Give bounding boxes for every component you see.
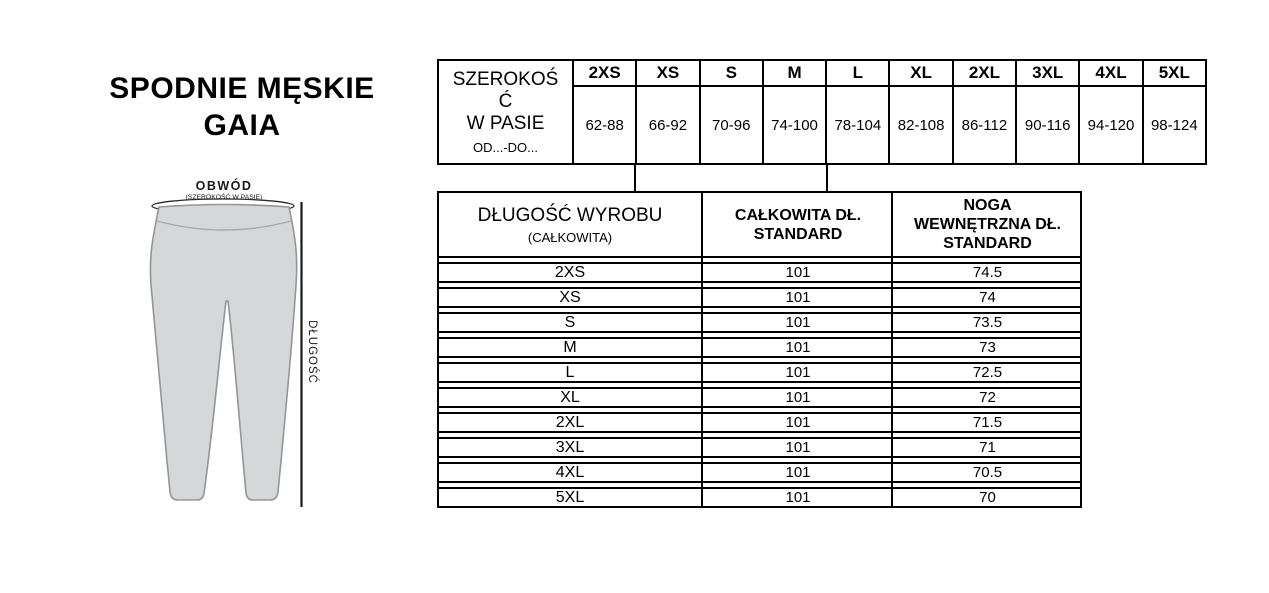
length-table-row	[437, 437, 1082, 458]
row-inner-leg-length: 74.5	[972, 264, 1003, 281]
row-size-label: 2XL	[555, 413, 585, 431]
row-total-length: 101	[785, 414, 811, 431]
length-table-row	[437, 412, 1082, 433]
length-table-row	[437, 337, 1082, 358]
col2-title-line-1: STANDARD	[753, 225, 843, 243]
waist-range-cell: 78-104	[826, 86, 889, 164]
row-total-length: 101	[785, 314, 811, 331]
row-inner-leg-length: 73.5	[972, 314, 1003, 331]
size-column-header: 2XL	[953, 60, 1016, 86]
row-inner-leg-length: 72.5	[972, 364, 1003, 381]
waist-range-cell: 74-100	[763, 86, 826, 164]
pants-outline	[150, 205, 296, 501]
waist-range-cell: 82-108	[889, 86, 952, 164]
row-size-label: M	[563, 338, 577, 356]
waist-size-table	[437, 59, 1207, 165]
size-column-header: 3XL	[1016, 60, 1079, 86]
row-total-length: 101	[785, 339, 811, 356]
length-table-row	[437, 462, 1082, 483]
col2-title-line-0: CAŁKOWITA DŁ.	[734, 206, 862, 224]
page-title-line1: SPODNIE MĘSKIE	[109, 72, 375, 105]
length-table-row	[437, 387, 1082, 408]
page-title-line2: GAIA	[203, 109, 281, 142]
row-total-length: 101	[785, 264, 811, 281]
row-size-label: 4XL	[555, 463, 585, 481]
size-column-header: 2XS	[573, 60, 636, 86]
length-table-row	[437, 262, 1082, 283]
row-inner-leg-length: 71	[979, 439, 996, 456]
waist-header-line-2: W PASIE	[466, 113, 545, 134]
waist-table-header-cell	[438, 60, 573, 164]
waist-header-line-0: SZEROKOŚ	[452, 69, 559, 90]
size-column-header: 5XL	[1143, 60, 1206, 86]
row-total-length: 101	[785, 389, 811, 406]
waist-range-cell: 90-116	[1016, 86, 1079, 164]
row-inner-leg-length: 70.5	[972, 464, 1003, 481]
row-total-length: 101	[785, 364, 811, 381]
row-total-length: 101	[785, 489, 811, 506]
row-total-length: 101	[785, 439, 811, 456]
col3-title-line-1: WEWNĘTRZNA DŁ.	[914, 216, 1061, 233]
table-connector-line-right	[826, 164, 828, 192]
waist-label: OBWÓD	[195, 179, 253, 193]
row-inner-leg-length: 71.5	[972, 414, 1003, 431]
row-size-label: XS	[559, 288, 581, 306]
waistband-seam	[157, 221, 291, 230]
length-table-col2-header	[703, 193, 893, 256]
size-column-header: XL	[889, 60, 952, 86]
length-table-col3-header	[893, 193, 1082, 256]
row-size-label: 2XS	[554, 263, 586, 281]
product-length-table	[437, 191, 1082, 508]
row-size-label: S	[564, 313, 576, 331]
length-table-body	[437, 262, 1082, 508]
length-table-divider-2	[891, 191, 893, 508]
row-total-length: 101	[785, 289, 811, 306]
size-column-header: XS	[636, 60, 699, 86]
col3-title-line-0: NOGA	[963, 197, 1012, 214]
length-table-row	[437, 362, 1082, 383]
row-inner-leg-length: 70	[979, 489, 996, 506]
col1-title: DŁUGOŚĆ WYROBU	[477, 204, 663, 226]
row-size-label: L	[565, 363, 575, 381]
row-size-label: XL	[560, 388, 580, 406]
row-size-label: 5XL	[555, 488, 585, 506]
waist-table-header-subtext: OD...-DO...	[473, 140, 538, 155]
size-column-header: 4XL	[1079, 60, 1142, 86]
col3-title-line-2: STANDARD	[943, 235, 1032, 252]
length-table-right-border	[1080, 191, 1082, 508]
length-table-col1-header	[437, 193, 703, 256]
size-column-header: M	[763, 60, 826, 86]
row-total-length: 101	[785, 464, 811, 481]
length-table-row	[437, 312, 1082, 333]
row-inner-leg-length: 72	[979, 389, 996, 406]
waist-sublabel: (SZEROKOŚĆ W PASIE)	[185, 194, 263, 201]
row-size-label: 3XL	[555, 438, 585, 456]
table-connector-line-left	[634, 164, 636, 192]
size-column-header: S	[700, 60, 763, 86]
row-inner-leg-length: 74	[979, 289, 996, 306]
length-table-left-border	[437, 191, 439, 508]
length-table-row	[437, 487, 1082, 508]
length-table-row	[437, 287, 1082, 308]
page-title	[72, 70, 412, 144]
waist-range-cell: 86-112	[953, 86, 1016, 164]
size-column-header: L	[826, 60, 889, 86]
length-table-header-row	[437, 191, 1082, 258]
waist-table-header-text	[439, 69, 572, 135]
waist-ellipse-indicator	[152, 199, 294, 213]
waist-range-cell: 98-124	[1143, 86, 1206, 164]
waist-header-line-1: Ć	[498, 91, 513, 112]
length-label: DŁUGOŚĆ	[306, 320, 318, 384]
length-table-divider-1	[701, 191, 703, 508]
row-inner-leg-length: 73	[979, 339, 996, 356]
col1-subtitle: (CAŁKOWITA)	[527, 229, 613, 245]
waist-range-cell: 70-96	[700, 86, 763, 164]
waist-range-cell: 66-92	[636, 86, 699, 164]
waist-range-cell: 94-120	[1079, 86, 1142, 164]
waist-table-size-row	[438, 60, 1206, 86]
waist-range-cell: 62-88	[573, 86, 636, 164]
